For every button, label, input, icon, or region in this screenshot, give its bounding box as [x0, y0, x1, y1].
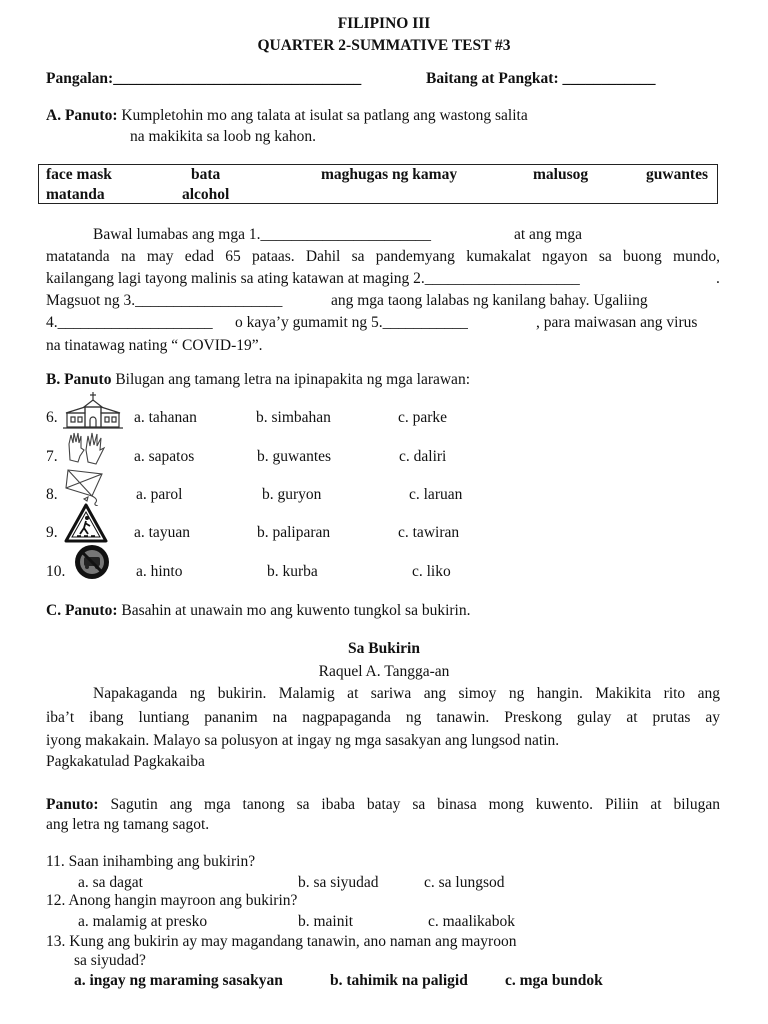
paragraph-line: matatanda na may edad 65 pataas. Dahil sa pandemyang kumakalat ngayon sa buong mundo,: [46, 248, 720, 265]
name-field[interactable]: [46, 70, 361, 88]
name-label: Pangalan:: [46, 70, 114, 87]
paragraph-line: 4.____________________: [46, 314, 213, 331]
part-c-label: C. Panuto:: [46, 602, 118, 619]
item-number: 6.: [46, 409, 58, 426]
paragraph-line: Bawal lumabas ang mga 1.______________________: [93, 226, 431, 243]
kite-icon: [62, 466, 110, 506]
paragraph-line: Magsuot ng 3.___________________: [46, 292, 283, 309]
word-box-item: malusog: [533, 166, 589, 183]
story-line: iba’t ibang luntiang pananim na nagpapaganda ng tanawin. Preskong gulay at prutas ay: [46, 709, 720, 726]
choice-c[interactable]: c. tawiran: [398, 524, 460, 541]
choice-b[interactable]: b. tahimik na paligid: [330, 972, 468, 989]
word-box-item: face mask: [46, 166, 112, 183]
choice-a[interactable]: a. tayuan: [134, 524, 190, 541]
part-b-instruction-text: Bilugan ang tamang letra na ipinapakita ng mga larawan:: [115, 371, 470, 388]
part-b-label: B. Panuto: [46, 371, 112, 388]
pedestrian-crossing-sign-icon: [64, 503, 108, 543]
choice-a[interactable]: a. sa dagat: [78, 874, 143, 891]
paragraph-line: at ang mga: [514, 226, 583, 243]
paragraph-line: .: [716, 270, 720, 287]
choice-c[interactable]: c. daliri: [399, 448, 447, 465]
choice-c[interactable]: c. liko: [412, 563, 451, 580]
part-b-instruction: [46, 371, 470, 389]
word-box-item: guwantes: [646, 166, 709, 183]
choice-c[interactable]: c. maalikabok: [428, 913, 515, 930]
choice-b[interactable]: b. mainit: [298, 913, 354, 930]
choice-b[interactable]: b. simbahan: [256, 409, 331, 426]
question-text: 13. Kung ang bukirin ay may magandang tanawin, ano naman ang mayroon: [46, 933, 517, 950]
item-number: 8.: [46, 486, 58, 503]
choice-b[interactable]: b. guwantes: [257, 448, 332, 465]
item-number: 9.: [46, 524, 58, 541]
choice-b[interactable]: b. guryon: [262, 486, 322, 503]
story-line: Pagkakatulad Pagkakaiba: [46, 753, 205, 770]
item-number: 7.: [46, 448, 58, 465]
word-box-item: bata: [191, 166, 221, 183]
question-text: 11. Saan inihambing ang bukirin?: [46, 853, 256, 870]
choice-a[interactable]: a. sapatos: [134, 448, 195, 465]
story-author: Raquel A. Tangga-an: [318, 663, 450, 680]
choice-c[interactable]: c. laruan: [409, 486, 463, 503]
paragraph-line: kailangang lagi tayong malinis sa ating katawan at maging 2.____________________: [46, 270, 580, 287]
part-c-instruction-text: Basahin at unawain mo ang kuwento tungkol sa bukirin.: [121, 602, 471, 619]
paragraph-line: na tinatawag nating “ COVID-19”.: [46, 337, 263, 354]
subject-title: FILIPINO III: [337, 15, 431, 32]
paragraph-line: , para maiwasan ang virus: [536, 314, 698, 331]
story-line: iyong makakain. Malayo sa polusyon at ingay ng mga sasakyan ang lungsod natin.: [46, 732, 560, 749]
part-a-instruction-line2: na makikita sa loob ng kahon.: [130, 128, 316, 145]
part-c-instruction: [46, 602, 470, 620]
paragraph-line: o kaya’y gumamit ng 5.___________: [235, 314, 468, 331]
name-blank[interactable]: ________________________________: [113, 70, 362, 87]
choice-a[interactable]: a. ingay ng maraming sasakyan: [74, 972, 283, 989]
part-a-instruction: [46, 107, 528, 125]
part-a-instruction-line1: Kumpletohin mo ang talata at isulat sa patlang ang wastong salita: [121, 107, 528, 124]
part-d-instruction-line2: ang letra ng tamang sagot.: [46, 816, 210, 833]
word-box-item: maghugas ng kamay: [321, 166, 458, 183]
item-number: 10.: [46, 563, 66, 580]
test-title: QUARTER 2-SUMMATIVE TEST #3: [257, 37, 511, 54]
choice-b[interactable]: b. kurba: [267, 563, 318, 580]
choice-b[interactable]: b. sa siyudad: [298, 874, 379, 891]
gloves-icon: [66, 430, 108, 466]
choice-a[interactable]: a. hinto: [136, 563, 183, 580]
story-title: Sa Bukirin: [348, 640, 420, 657]
grade-blank[interactable]: ____________: [562, 70, 656, 87]
part-d-instruction: [46, 796, 720, 814]
part-d-instruction-line1: Sagutin ang mga tanong sa ibaba batay sa binasa mong kuwento. Piliin at bilugan: [110, 796, 720, 813]
choice-c[interactable]: c. mga bundok: [505, 972, 603, 989]
part-a-label: A. Panuto:: [46, 107, 118, 124]
question-text: 12. Anong hangin mayroon ang bukirin?: [46, 892, 298, 909]
word-box-item: matanda: [46, 186, 105, 203]
paragraph-line: ang mga taong lalabas ng kanilang bahay. Ugaliing: [331, 292, 648, 309]
choice-a[interactable]: a. parol: [136, 486, 183, 503]
choice-a[interactable]: a. malamig at presko: [78, 913, 208, 930]
grade-section-field[interactable]: [426, 70, 656, 88]
word-box-item: alcohol: [182, 186, 230, 203]
church-icon: [62, 391, 124, 431]
grade-label: Baitang at Pangkat:: [426, 70, 559, 87]
choice-a[interactable]: a. tahanan: [134, 409, 197, 426]
choice-c[interactable]: c. sa lungsod: [424, 874, 505, 891]
choice-b[interactable]: b. paliparan: [257, 524, 331, 541]
choice-c[interactable]: c. parke: [398, 409, 448, 426]
story-line: Napakaganda ng bukirin. Malamig at sariwa ang simoy ng hangin. Makikita rito ang: [93, 685, 720, 702]
question-text: sa siyudad?: [74, 952, 146, 969]
part-d-label: Panuto:: [46, 796, 99, 813]
no-vehicle-sign-icon: [73, 543, 111, 581]
